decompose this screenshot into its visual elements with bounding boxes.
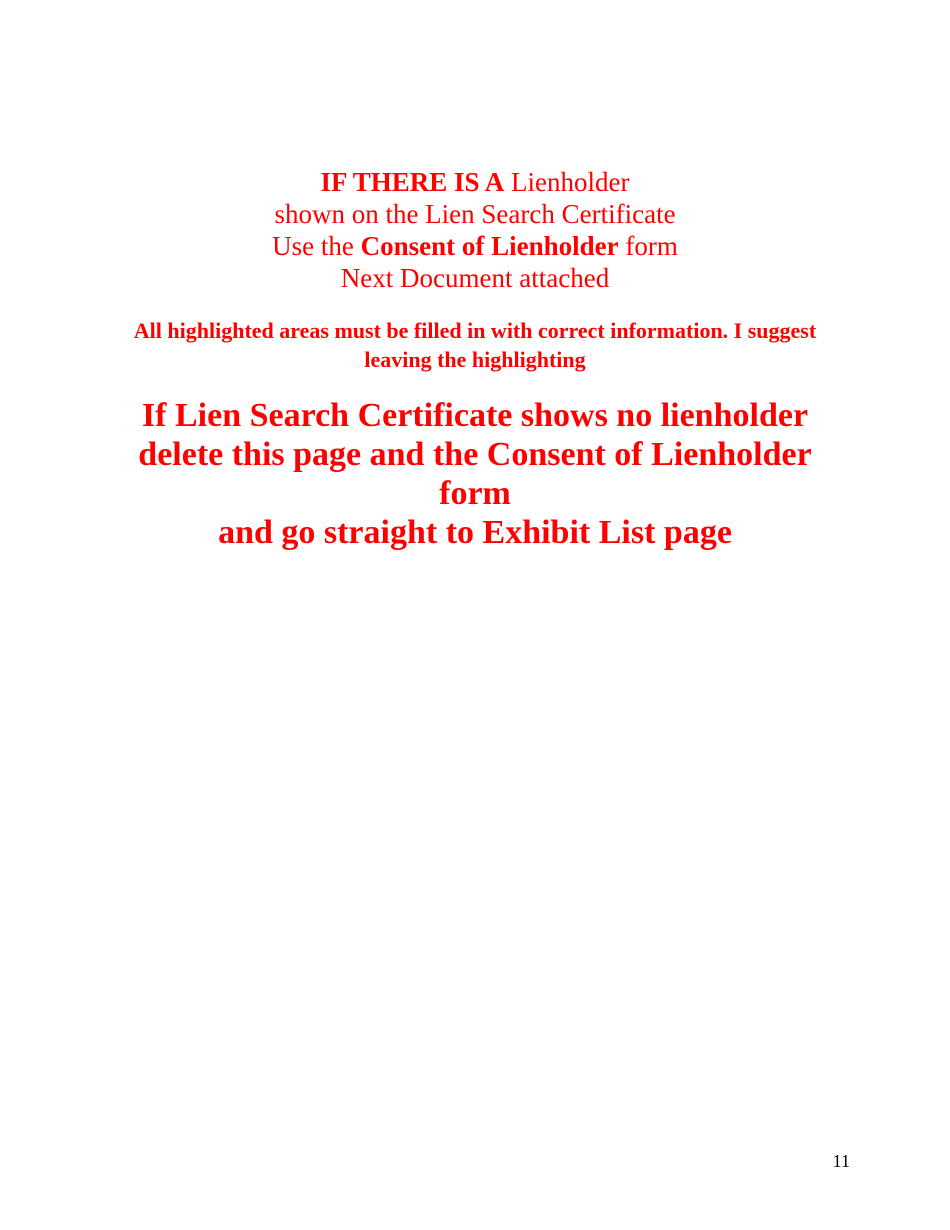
- instruction-line-2: and go straight to Exhibit List page: [218, 514, 732, 551]
- instruction-line-1: If Lien Search Certificate shows no lienholder delete this page and the Consent of Lienholder form: [138, 397, 812, 512]
- no-lienholder-instruction: [100, 396, 850, 552]
- intro-line-1: [0, 166, 950, 198]
- intro-lienholder-text: Lienholder: [504, 167, 630, 197]
- intro-line-2: shown on the Lien Search Certificate: [274, 199, 676, 229]
- page-number: 11: [832, 1151, 850, 1171]
- intro-form-name: Consent of Lienholder: [360, 231, 619, 261]
- intro-form-word: form: [618, 231, 678, 261]
- intro-emphasis: IF THERE IS A: [320, 167, 505, 197]
- intro-line-3: [0, 230, 950, 262]
- intro-line-4: Next Document attached: [340, 263, 610, 293]
- lienholder-intro: [0, 166, 950, 294]
- highlight-note: All highlighted areas must be filled in with correct information. I suggest leaving the highlighting: [133, 318, 817, 372]
- intro-use-the: Use the: [272, 231, 361, 261]
